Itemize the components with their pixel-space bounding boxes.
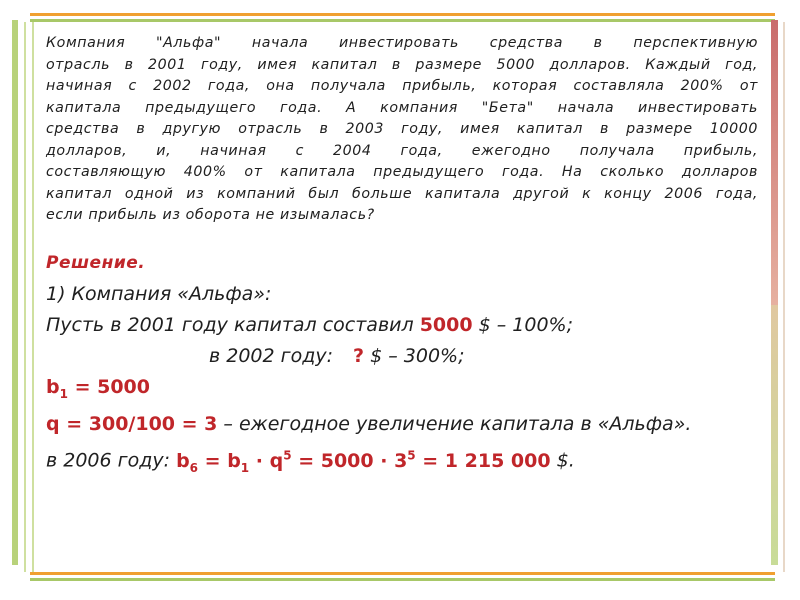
- right-border-thin: [783, 22, 785, 572]
- solution-step-title: 1) Компания «Альфа»:: [46, 282, 272, 305]
- text: $ – 100%;: [472, 313, 574, 336]
- formula-b1: $b_1 = 5000$: [46, 375, 150, 401]
- problem-line: капитал одной из компаний был больше капитала другой к концу 2006 года,: [46, 185, 758, 202]
- text: Пусть в 2001 году капитал составил: [46, 313, 420, 336]
- problem-line: капитала предыдущего года. А компания "Бета" начала инвестировать: [46, 99, 758, 116]
- right-border-green: [771, 305, 778, 565]
- formula-q: q = 300/100 = 3: [46, 413, 218, 436]
- solution-heading: Решение.: [46, 252, 146, 273]
- problem-line: если прибыль из оборота не изымалась?: [46, 207, 375, 223]
- problem-line: составляющую 400% от капитала предыдущего года. На сколько долларов: [46, 164, 758, 180]
- text: $.: [550, 449, 575, 472]
- solution-line-4: [46, 372, 758, 410]
- highlight-value: 5000: [419, 313, 473, 336]
- top-border-green: [30, 19, 775, 22]
- right-border-red: [771, 20, 778, 305]
- left-border-thick: [12, 20, 18, 565]
- problem-line: начиная с 2002 года, она получала прибыль, которая составляла 200% от: [46, 78, 758, 94]
- text: в 2006 году:: [46, 449, 177, 472]
- problem-statement: [46, 33, 758, 227]
- formula-b6: $b_6 = b_1 \cdot q^5 = 5000 \cdot 3^5 = 1$ 215 000: [176, 448, 551, 475]
- left-border-thin-inner: [32, 22, 34, 572]
- bottom-border-green: [30, 578, 775, 581]
- problem-line: долларов, и, начиная с 2004 года, ежегодно получала прибыль,: [46, 142, 758, 159]
- solution-line-6: [46, 440, 758, 483]
- slide-content: [46, 33, 758, 483]
- text: $ – 300%;: [364, 344, 465, 367]
- problem-line: Компания "Альфа" начала инвестировать средства в перспективную: [46, 35, 758, 51]
- top-border-orange: [30, 13, 775, 16]
- solution-line-3: [46, 341, 758, 372]
- text: в 2002 году:: [209, 344, 334, 367]
- highlight-value: ?: [353, 344, 365, 367]
- problem-line: отрасль в 2001 году, имея капитал в размере 5000 долларов. Каждый год,: [46, 56, 758, 73]
- problem-line: средства в другую отрасль в 2003 году, имея капитал в размере 10000: [46, 121, 758, 137]
- left-border-thin: [24, 22, 26, 572]
- solution-line-5: [46, 409, 758, 440]
- solution-line-2: [46, 310, 758, 341]
- text: – ежегодное увеличение капитала в «Альфа».: [217, 413, 692, 436]
- bottom-border-orange: [30, 572, 775, 575]
